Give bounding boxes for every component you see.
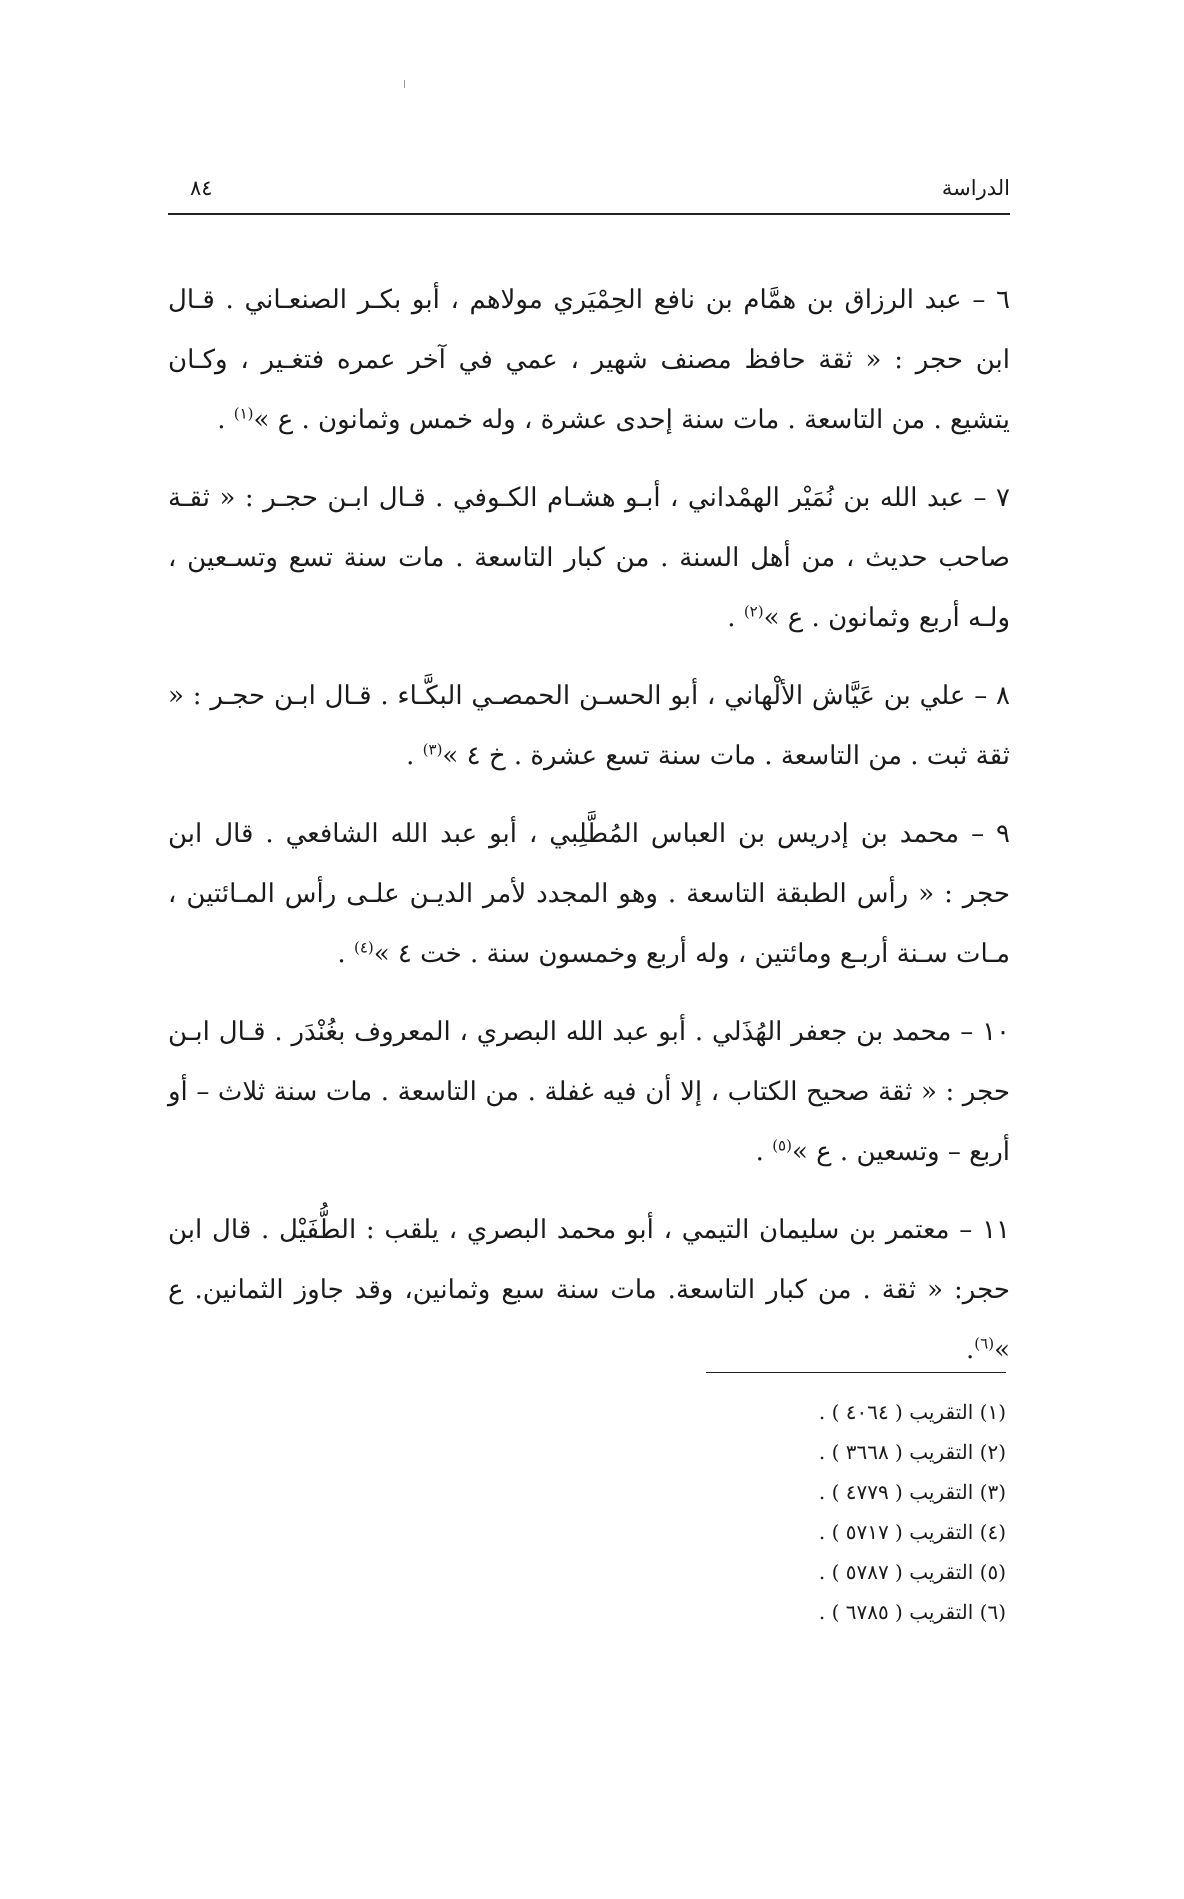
footnote-item: (٢) التقريب ( ٣٦٦٨ ) .: [818, 1440, 1006, 1464]
narrator-entry-7: [168, 468, 1010, 648]
entry-end: .: [217, 405, 234, 435]
footnote-ref[interactable]: (٢): [743, 602, 764, 621]
footnotes: [600, 1392, 1006, 1632]
entry-end: .: [337, 939, 354, 969]
header-rule: [168, 213, 1010, 215]
footnote-ref[interactable]: (٦): [974, 1334, 995, 1353]
entry-text: ٦ – عبد الرزاق بن همَّام بن نافع الحِمْيَري مولاهم ، أبو بكـر الصنعـاني . قـال ابن حجر : « ثقة حافظ مصنف شهير ، عمي في آخر عمره فتغـير ، وكـان يتشيع . من التاسعة . مات سنة إحدى عشرة ، وله خمس وثمانون . ع »: [168, 285, 1010, 435]
running-header: [168, 172, 1010, 212]
footnote-item: (١) التقريب ( ٤٠٦٤ ) .: [818, 1400, 1006, 1424]
footnote-ref[interactable]: (٤): [353, 938, 374, 957]
narrator-entry-8: [168, 666, 1010, 786]
entry-text: ٩ – محمد بن إدريس بن العباس المُطَّلِبي ، أبو عبد الله الشافعي . قال ابن حجر : « رأس الطبقة التاسعة . وهو المجدد لأمر الديـن علـى رأس المـائتين ، مـات سـنة أربـع ومائتين ، وله أربع وخمسون سنة . خت ٤ »: [168, 819, 1010, 969]
footnote-separator: [706, 1372, 1006, 1373]
entry-end: .: [966, 1335, 975, 1365]
header-title: الدراسة: [941, 176, 1010, 200]
footnote-item: (٤) التقريب ( ٥٧١٧ ) .: [818, 1520, 1006, 1544]
narrator-entry-6: [168, 270, 1010, 450]
footnote-ref[interactable]: (٥): [772, 1136, 792, 1155]
entry-text: ٧ – عبد الله بن نُمَيْر الهمْداني ، أبـو هشـام الكـوفي . قـال ابـن حجـر : « ثقـة صاحب حديث ، من أهل السنة . من كبار التاسعة . مات سنة تسع وتسـعين ، ولـه أربع وثمانون . ع »: [168, 483, 1010, 633]
footnote-item: (٣) التقريب ( ٤٧٧٩ ) .: [818, 1480, 1006, 1504]
page-number: ٨٤: [190, 176, 213, 200]
footnote-ref[interactable]: (١): [233, 404, 254, 423]
entry-end: .: [727, 603, 744, 633]
entry-text: ٨ – علي بن عَيَّاش الألْهاني ، أبو الحسـن الحمصـي البكَّـاء . قـال ابـن حجـر : « ثقة ثبت . من التاسعة . مات سنة تسع عشرة . خ ٤ »: [168, 681, 1010, 771]
entry-text: ١٠ – محمد بن جعفر الهُذَلي . أبو عبد الله البصري ، المعروف بغُنْدَر . قـال ابـن حجر : « ثقة صحيح الكتاب ، إلا أن فيه غفلة . من التاسعة . مات سنة ثلاث – أو أربع – وتسعين . ع »: [168, 1017, 1010, 1167]
footnote-ref[interactable]: (٣): [422, 740, 443, 759]
narrator-entry-11: [168, 1200, 1010, 1380]
entry-end: .: [406, 741, 423, 771]
footnote-item: (٦) التقريب ( ٦٧٨٥ ) .: [818, 1600, 1006, 1624]
scan-mark: [404, 80, 409, 88]
entry-text: ١١ – معتمر بن سليمان التيمي ، أبو محمد البصري ، يلقب : الطُّفَيْل . قال ابن حجر: « ثقة . من كبار التاسعة. مات سنة سبع وثمانين، وقد جاوز الثمانين. ع »: [168, 1215, 1010, 1365]
narrator-entry-9: [168, 804, 1010, 984]
footnote-item: (٥) التقريب ( ٥٧٨٧ ) .: [818, 1560, 1006, 1584]
entry-end: .: [755, 1137, 773, 1167]
main-text: [168, 270, 1010, 1398]
narrator-entry-10: [168, 1002, 1010, 1182]
